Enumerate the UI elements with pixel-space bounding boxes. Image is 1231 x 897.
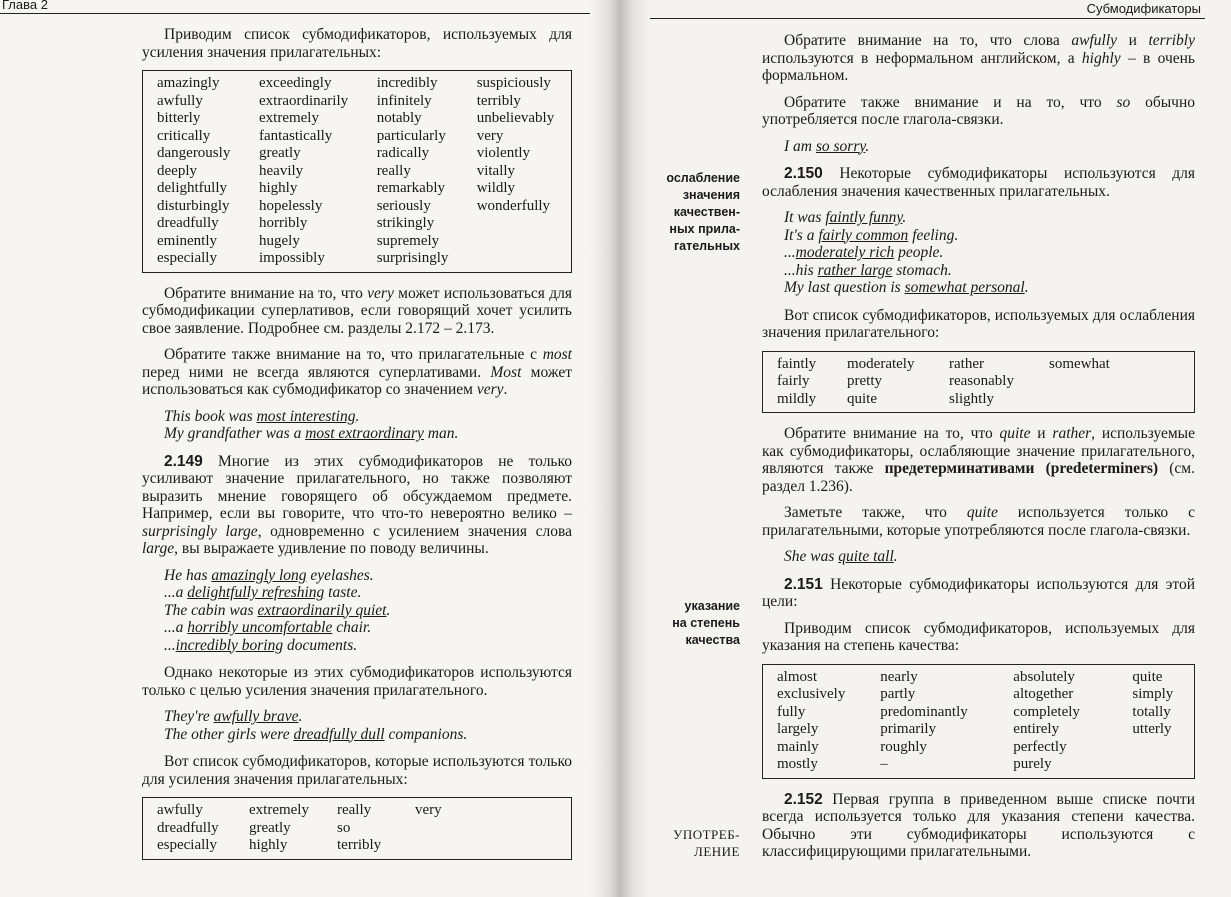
section-number: 2.149 bbox=[164, 452, 203, 470]
table-cell: extremely bbox=[259, 110, 319, 126]
example-block bbox=[762, 138, 1195, 156]
emphasis: rather bbox=[1052, 425, 1092, 442]
table-cell: heavily bbox=[259, 162, 304, 179]
example-line bbox=[784, 209, 1195, 227]
table-column bbox=[415, 802, 475, 855]
table-cell: wonderfully bbox=[476, 197, 551, 214]
table-column bbox=[1013, 669, 1132, 774]
paragraph-very bbox=[142, 285, 572, 338]
table-cell: horribly bbox=[259, 215, 308, 231]
paragraph-some: Однако некоторые из этих субмодификаторов используются только с целью усиления значения прилагательного. bbox=[142, 664, 572, 699]
margin-note-line: ЛЕНИЕ bbox=[694, 844, 740, 859]
underlined-phrase: amazingly long bbox=[211, 566, 307, 584]
text: (см. раздел 1.236). bbox=[762, 460, 1195, 495]
table-cell: somewhat bbox=[1049, 355, 1110, 372]
underlined-phrase: incredibly boring bbox=[175, 636, 284, 654]
paragraph-informal bbox=[762, 32, 1195, 85]
text: My grandfather was a bbox=[164, 425, 306, 442]
example-line bbox=[164, 584, 572, 602]
margin-note-weakening bbox=[650, 170, 740, 255]
margin-note-line: ослабление bbox=[666, 171, 740, 185]
intensifiers-table bbox=[142, 70, 572, 273]
table-cell: purely bbox=[1013, 756, 1052, 772]
table-cell: infinitely bbox=[376, 92, 432, 109]
margin-note-line: качества bbox=[685, 633, 740, 647]
table-column bbox=[1049, 356, 1149, 409]
text: обычно употребляется после глагола-связки. bbox=[762, 93, 1196, 128]
table-cell: moderately bbox=[847, 355, 915, 372]
underlined-phrase: faintly funny bbox=[825, 209, 903, 226]
table-cell: dreadfully bbox=[157, 819, 219, 836]
emphasis: Most bbox=[490, 363, 522, 381]
margin-note-degree bbox=[650, 598, 740, 649]
text: The cabin was bbox=[164, 601, 258, 619]
underlined-phrase: somewhat personal bbox=[904, 279, 1025, 296]
header-rule bbox=[650, 18, 1205, 19]
table-cell: delightfully bbox=[157, 180, 227, 196]
section-2-151 bbox=[762, 576, 1195, 611]
table-column bbox=[847, 356, 949, 409]
table-cell: mostly bbox=[777, 756, 818, 772]
table-cell: deeply bbox=[157, 162, 197, 179]
table-cell: quite bbox=[1132, 668, 1163, 685]
text: man. bbox=[423, 425, 459, 442]
text: It's a bbox=[784, 226, 819, 244]
text: stomach. bbox=[892, 261, 952, 279]
emphasis: quite bbox=[999, 425, 1031, 442]
paragraph-list4: Приводим список субмодификаторов, используемых для указания на степень качества: bbox=[762, 619, 1195, 654]
margin-note-line: указание bbox=[684, 599, 740, 613]
table-cell: critically bbox=[157, 127, 211, 144]
bold-term: предетерминативами (predeterminers) bbox=[884, 460, 1159, 477]
table-column bbox=[949, 356, 1049, 409]
table-cell: amazingly bbox=[157, 75, 220, 91]
underlined-phrase: rather large bbox=[817, 261, 893, 279]
table-cell: slightly bbox=[949, 390, 995, 407]
text: ... bbox=[164, 636, 176, 654]
table-cell: particularly bbox=[376, 127, 446, 144]
table-cell: seriously bbox=[376, 197, 431, 214]
text: ...a bbox=[164, 584, 188, 601]
section-2-152 bbox=[762, 791, 1195, 861]
table-cell: quite bbox=[847, 390, 877, 407]
right-column bbox=[762, 32, 1195, 870]
table-cell: predominantly bbox=[880, 703, 968, 720]
text: . bbox=[902, 209, 907, 226]
table-cell: – bbox=[880, 756, 888, 772]
table-cell: notably bbox=[376, 110, 422, 126]
emphasis: large bbox=[142, 540, 175, 557]
example-block bbox=[762, 548, 1195, 566]
table-cell: especially bbox=[157, 837, 217, 853]
section-number: 2.151 bbox=[784, 575, 823, 593]
text: Обратите внимание на то, что bbox=[164, 284, 368, 302]
table-column bbox=[377, 75, 477, 268]
text: documents. bbox=[283, 636, 358, 654]
table-column bbox=[259, 75, 377, 268]
example-line bbox=[784, 548, 1195, 566]
table-cell: awfully bbox=[157, 802, 203, 818]
table-cell: terribly bbox=[476, 92, 521, 109]
emphasis: so bbox=[1116, 93, 1131, 111]
table-column bbox=[880, 669, 1013, 774]
text: Многие из этих субмодификаторов не только усиливают значение прилагательного, но также позволяют выразить мнение говорящего об обсуждаемом предмете. Например, если вы говорите, что что-то невероятно велико – bbox=[142, 452, 572, 522]
table-column bbox=[1132, 669, 1188, 774]
table-cell: suspiciously bbox=[476, 75, 551, 91]
header-rule bbox=[0, 13, 590, 14]
table-column bbox=[337, 802, 415, 855]
table-cell: supremely bbox=[376, 232, 440, 249]
underlined-phrase: horribly uncomfortable bbox=[187, 619, 333, 636]
margin-note-line: значения bbox=[682, 188, 740, 202]
emphasis: most bbox=[542, 346, 572, 363]
text: They're bbox=[164, 708, 214, 725]
table-cell: very bbox=[476, 127, 504, 144]
paragraph-quite-rather bbox=[762, 425, 1195, 495]
text: She was bbox=[784, 548, 839, 565]
table-cell: entirely bbox=[1013, 721, 1060, 737]
section-2-149 bbox=[142, 453, 572, 558]
text: . bbox=[893, 548, 898, 565]
table-cell: almost bbox=[777, 668, 817, 685]
table-cell: exceedingly bbox=[259, 75, 332, 91]
example-line bbox=[164, 619, 572, 637]
text: и bbox=[1117, 32, 1149, 49]
text: . bbox=[355, 407, 360, 425]
paragraph-quite bbox=[762, 504, 1195, 539]
example-line bbox=[784, 244, 1195, 262]
table-cell: hugely bbox=[259, 232, 300, 249]
text: ...his bbox=[784, 261, 818, 279]
text: , вы выражаете удивление по поводу величины. bbox=[174, 540, 489, 557]
table-cell: radically bbox=[376, 145, 430, 161]
example-line bbox=[164, 726, 572, 744]
example-line bbox=[784, 227, 1195, 245]
table-cell: rather bbox=[949, 355, 984, 372]
section-number: 2.152 bbox=[784, 790, 823, 808]
table-cell: remarkably bbox=[376, 180, 445, 196]
paragraph-so bbox=[762, 94, 1195, 129]
table-cell: eminently bbox=[157, 232, 217, 249]
table-cell: disturbingly bbox=[157, 197, 230, 214]
table-cell: partly bbox=[880, 686, 916, 702]
table-cell: really bbox=[337, 802, 372, 818]
table-column bbox=[249, 802, 337, 855]
table-cell: dreadfully bbox=[157, 215, 219, 231]
table-column bbox=[157, 75, 259, 268]
emphasis: quite bbox=[966, 504, 998, 521]
example-line bbox=[164, 425, 572, 443]
paragraph-most bbox=[142, 346, 572, 399]
text: Обратите внимание на то, что bbox=[784, 425, 1000, 442]
text: Первая группа в приведенном выше списке почти всегда используется только для указания степени качества. Обычно эти субмодификаторы используются с классифицирующими прилагательными. bbox=[762, 790, 1195, 860]
paragraph-list2: Вот список субмодификаторов, которые используются только для усиления значения прилагательных: bbox=[142, 753, 572, 788]
text: eyelashes. bbox=[306, 566, 374, 584]
emphasis: awfully bbox=[1071, 32, 1118, 49]
table-cell: awfully bbox=[157, 92, 203, 109]
margin-note-line: гательных bbox=[673, 239, 740, 253]
underlined-phrase: most interesting bbox=[256, 407, 356, 425]
text: . bbox=[503, 381, 508, 398]
table-cell: hopelessly bbox=[259, 197, 323, 214]
table-cell: greatly bbox=[249, 819, 291, 836]
text: Заметьте также, что bbox=[784, 504, 967, 521]
text: , используемые как субмодификаторы, ослабляющие значение прилагательного, являются также bbox=[762, 425, 1195, 477]
left-page bbox=[0, 0, 610, 897]
text: feeling. bbox=[908, 226, 959, 244]
table-cell: extraordinarily bbox=[259, 92, 349, 109]
running-head-right: Субмодификаторы bbox=[1086, 1, 1201, 16]
table-cell: perfectly bbox=[1013, 738, 1067, 755]
table-cell: fairly bbox=[777, 373, 810, 389]
table-cell: bitterly bbox=[157, 110, 201, 126]
emphasis: highly bbox=[1081, 49, 1121, 67]
table-cell: dangerously bbox=[157, 145, 231, 161]
table-cell: vitally bbox=[476, 162, 516, 179]
emphasis: terribly bbox=[1148, 32, 1195, 49]
table-cell: mildly bbox=[777, 390, 817, 407]
table-cell: fully bbox=[777, 703, 806, 720]
margin-note-line: ных прила- bbox=[669, 222, 740, 236]
example-line bbox=[784, 138, 1195, 156]
margin-note-line: качествен- bbox=[673, 205, 740, 219]
table-cell: wildly bbox=[476, 180, 516, 196]
text: используется только с прилагательными, которые употребляются после глагола-связки. bbox=[762, 504, 1195, 539]
table-cell: primarily bbox=[880, 721, 937, 737]
table-cell: utterly bbox=[1132, 721, 1172, 737]
table-cell: terribly bbox=[337, 837, 382, 853]
margin-note-line: УПОТРЕБ- bbox=[673, 827, 740, 842]
text: . bbox=[1024, 279, 1029, 296]
underlined-phrase: awfully brave bbox=[213, 708, 299, 725]
table-column bbox=[157, 802, 249, 855]
table-cell: nearly bbox=[880, 668, 918, 685]
text: people. bbox=[894, 244, 944, 261]
text: ... bbox=[784, 244, 796, 261]
text: , одновременно с усилением значения слова bbox=[257, 522, 572, 540]
text: и bbox=[1030, 425, 1053, 442]
text: It was bbox=[784, 209, 826, 226]
text: Обратите также внимание на то, что прилагательные с bbox=[164, 346, 543, 363]
table-cell: altogether bbox=[1013, 686, 1074, 702]
text: перед ними не всегда являются суперлативами. bbox=[142, 363, 491, 381]
text: используются в неформальном английском, а bbox=[762, 49, 1082, 67]
underlined-phrase: extraordinarily quiet bbox=[257, 601, 387, 619]
underlined-phrase: dreadfully dull bbox=[293, 725, 385, 743]
text: This book was bbox=[164, 407, 257, 425]
text: chair. bbox=[332, 619, 372, 636]
text: The other girls were bbox=[164, 725, 294, 743]
text: Некоторые субмодификаторы используются для ослабления значения качественных прилагательных. bbox=[762, 165, 1195, 200]
running-head-left: Глава 2 bbox=[2, 0, 48, 12]
example-line bbox=[784, 262, 1195, 280]
table-cell: absolutely bbox=[1013, 668, 1075, 685]
weakeners-table bbox=[762, 351, 1195, 414]
intro-paragraph: Приводим список субмодификаторов, используемых для усиления значения прилагательных: bbox=[142, 26, 572, 61]
margin-note-line: на степень bbox=[672, 616, 740, 630]
underlined-phrase: most extraordinary bbox=[305, 425, 424, 442]
table-cell: extremely bbox=[249, 802, 309, 818]
text: ...a bbox=[164, 619, 188, 636]
table-column bbox=[777, 356, 847, 409]
text: He has bbox=[164, 566, 212, 584]
text: может использоваться как субмодификатор со значением bbox=[142, 363, 572, 398]
table-column bbox=[777, 669, 880, 774]
example-block bbox=[142, 408, 572, 443]
emphasis: surprisingly large bbox=[142, 522, 258, 540]
table-cell: highly bbox=[259, 180, 298, 196]
text: Обратите внимание на то, что слова bbox=[784, 32, 1072, 49]
example-line bbox=[784, 279, 1195, 297]
underlined-phrase: fairly common bbox=[818, 226, 909, 244]
book-gutter-shadow bbox=[590, 0, 650, 897]
underlined-phrase: quite tall bbox=[838, 548, 894, 565]
table-cell: unbelievably bbox=[476, 110, 555, 126]
example-line bbox=[164, 708, 572, 726]
right-page bbox=[610, 0, 1231, 897]
underlined-phrase: so sorry bbox=[815, 137, 866, 155]
table-cell: simply bbox=[1132, 686, 1174, 702]
example-line bbox=[164, 408, 572, 426]
table-cell: exclusively bbox=[777, 686, 846, 702]
emphasis: very bbox=[476, 381, 504, 398]
text: . bbox=[298, 708, 303, 725]
example-line bbox=[164, 637, 572, 655]
text: . bbox=[865, 137, 870, 155]
table-cell: largely bbox=[777, 721, 819, 737]
table-cell: very bbox=[415, 802, 442, 818]
table-cell: impossibly bbox=[259, 250, 325, 266]
example-block bbox=[142, 567, 572, 655]
text: I am bbox=[784, 137, 816, 155]
text: taste. bbox=[324, 584, 362, 601]
table-column bbox=[477, 75, 565, 268]
table-cell: highly bbox=[249, 837, 288, 853]
table-cell: completely bbox=[1013, 703, 1080, 720]
text: companions. bbox=[384, 725, 468, 743]
table-cell: fantastically bbox=[259, 127, 333, 144]
table-cell: pretty bbox=[847, 373, 882, 389]
table-cell: totally bbox=[1132, 703, 1171, 720]
table-cell: violently bbox=[476, 145, 531, 161]
text: – в очень формальном. bbox=[762, 49, 1195, 84]
example-block bbox=[142, 708, 572, 743]
text: Некоторые субмодификаторы используются для этой цели: bbox=[762, 575, 1195, 610]
example-line bbox=[164, 567, 572, 585]
example-block bbox=[762, 209, 1195, 297]
table-cell: incredibly bbox=[376, 75, 438, 91]
margin-note-usage bbox=[650, 826, 740, 860]
table-cell: so bbox=[337, 819, 351, 836]
emphasis: very bbox=[367, 284, 394, 302]
table-cell: mainly bbox=[777, 738, 819, 755]
section-number: 2.150 bbox=[784, 165, 823, 182]
degree-table bbox=[762, 664, 1195, 779]
text: может использоваться для субмодификации суперлативов, если говорящий хочет усилить свое заявление. Подробнее см. разделы 2.172 – 2.173. bbox=[142, 284, 572, 337]
example-line bbox=[164, 602, 572, 620]
table-cell: especially bbox=[157, 250, 217, 266]
table-cell: surprisingly bbox=[376, 250, 449, 266]
table-cell: reasonably bbox=[949, 373, 1014, 389]
table-cell: roughly bbox=[880, 738, 927, 755]
intensifiers-only-table bbox=[142, 797, 572, 860]
underlined-phrase: delightfully refreshing bbox=[187, 584, 325, 601]
table-cell: strikingly bbox=[376, 215, 435, 231]
text: Обратите также внимание и на то, что bbox=[784, 93, 1117, 111]
paragraph-list3: Вот список субмодификаторов, используемых для ослабления значения прилагательного: bbox=[762, 306, 1195, 341]
section-2-150 bbox=[762, 165, 1195, 200]
text: . bbox=[386, 601, 391, 619]
underlined-phrase: moderately rich bbox=[795, 244, 895, 261]
table-cell: greatly bbox=[259, 145, 301, 161]
text: My last question is bbox=[784, 279, 905, 296]
table-cell: really bbox=[376, 162, 411, 179]
table-cell: faintly bbox=[777, 355, 817, 372]
left-column bbox=[142, 26, 572, 872]
